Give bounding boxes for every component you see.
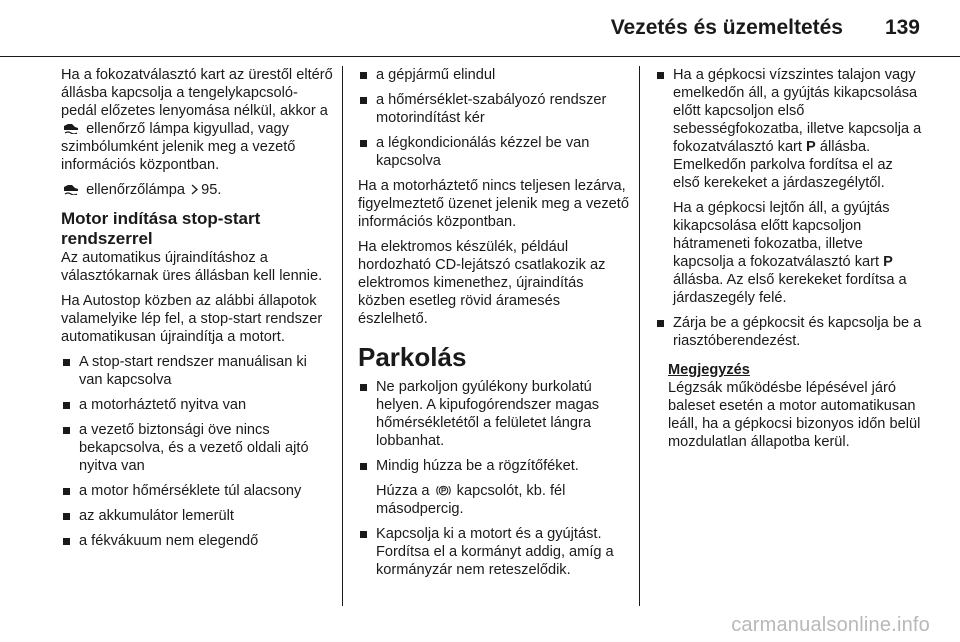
bullet-icon [657,72,664,79]
note-body: Légzsák működésbe lépésével járó baleset esetén a motor automatikusan leáll, ha a gépkocsi bizonyos időn belül mozdulatlan állapotba kerül. [668,380,921,450]
list-item: Ne parkoljon gyúlékony burkolatú helyen. A kipufogórendszer magas hőmérsékletétől a felületet lángra lobbanhat. [358,378,630,450]
watermark: carmanualsonline.info [731,614,930,636]
list-item: Ha a gépkocsi vízszintes talajon vagy emelkedőn áll, a gyújtás kikapcsolása előtt kapcsoljon első sebességfokozatba, illetve kapcsolja a fokozatválasztó kart P állásba. Emelkedőn parkolva fordítsa el az első kerekeket a járdaszegélytől. Ha a gépkocsi lejtőn áll, a gyújtás kikapcsolása előtt kapcsoljon hátrameneti fokozatba, illetve kapcsolja a fokozatválasztó kart P állásba. Az első kerekeket fordítsa a járdaszegély felé. [655,66,923,307]
list-item: Kapcsolja ki a motort és a gyújtást. Fordítsa el a kormányt addig, amíg a kormányzár nem reteszelődik. [358,525,630,579]
page-header [0,0,960,57]
column-3 [655,66,923,458]
bullet-icon [63,513,70,520]
header-rule [0,56,960,57]
page-title: Vezetés és üzemeltetés [610,16,843,39]
reference-line: ellenőrzőlámpa 95. [61,181,333,199]
page-number: 139 [884,16,920,39]
list-item: a hőmérséklet-szabályozó rendszer motorindítást kér [358,91,630,127]
bullet-icon [360,140,367,147]
page-reference-icon [191,184,199,195]
bullet-icon [63,538,70,545]
bullet-icon [360,72,367,79]
paragraph: Ha elektromos készülék, például hordozható CD-lejátszó csatlakozik az elektromos kimenethez, újraindítás közben esetleg rövid áramesés észlelhető. [358,239,606,327]
bullet-list [61,353,333,550]
indented-paragraph: Húzza a kapcsolót, kb. fél másodpercig. [376,483,566,517]
paragraph: Ha a motorháztető nincs teljesen lezárva, figyelmeztető üzenet jelenik meg a vezető információs központban. [358,178,629,230]
column-1 [61,66,333,557]
list-item: a légkondicionálás kézzel be van kapcsolva [358,134,630,170]
intro-paragraph: Ha a fokozatválasztó kart az ürestől eltérő állásba kapcsolja a tengelykapcsoló-pedál előzetes lenyomása nélkül, akkor a ellenőrző lámpa kigyullad, vagy szimbólumként jelenik meg a vezető információs központban. [61,67,333,173]
list-item: a motorháztető nyitva van [61,396,333,414]
list-item: a fékvákuum nem elegendő [61,532,333,550]
bullet-icon [360,463,367,470]
list-item: a motor hőmérséklete túl alacsony [61,482,333,500]
bullet-icon [63,359,70,366]
bullet-icon [360,384,367,391]
section-heading: Motor indítása stop-start rendszerrel [61,209,261,248]
list-item: az akkumulátor lemerült [61,507,333,525]
column-divider [639,66,640,606]
bullet-icon [657,320,664,327]
list-item: a vezető biztonsági öve nincs bekapcsolva, és a vezető oldali ajtó nyitva van [61,421,333,475]
bullet-icon [63,488,70,495]
parking-brake-icon [436,483,451,498]
reference-page: 95. [201,182,222,198]
list-item: Zárja be a gépkocsit és kapcsolja be a riasztóberendezést. [655,314,923,350]
list-item: a gépjármű elindul [358,66,630,84]
car-skid-icon [63,123,80,134]
note-block [655,361,923,451]
list-item: Mindig húzza be a rögzítőféket. Húzza a kapcsolót, kb. fél másodpercig. [358,457,630,518]
column-2 [358,66,630,586]
section-heading: Parkolás [358,342,467,372]
bullet-icon [360,97,367,104]
bullet-list [655,66,923,350]
list-item: A stop-start rendszer manuálisan ki van kapcsolva [61,353,333,389]
car-skid-icon [63,184,80,195]
bullet-list [358,66,630,170]
column-divider [342,66,343,606]
bullet-list [358,378,630,579]
paragraph: Az automatikus újraindításhoz a választókarnak üres állásban kell lennie. [61,250,323,284]
paragraph: Ha Autostop közben az alábbi állapotok valamelyike lép fel, a stop-start rendszer automatikusan újraindítja a motort. [61,293,323,345]
indented-paragraph: Ha a gépkocsi lejtőn áll, a gyújtás kikapcsolása előtt kapcsoljon hátrameneti fokozatba, illetve kapcsolja a fokozatválasztó kart P állásba. Az első kerekeket fordítsa a járdaszegély felé. [673,200,907,306]
note-title: Megjegyzés [668,362,750,378]
bullet-icon [63,402,70,409]
bullet-icon [360,531,367,538]
bullet-icon [63,427,70,434]
